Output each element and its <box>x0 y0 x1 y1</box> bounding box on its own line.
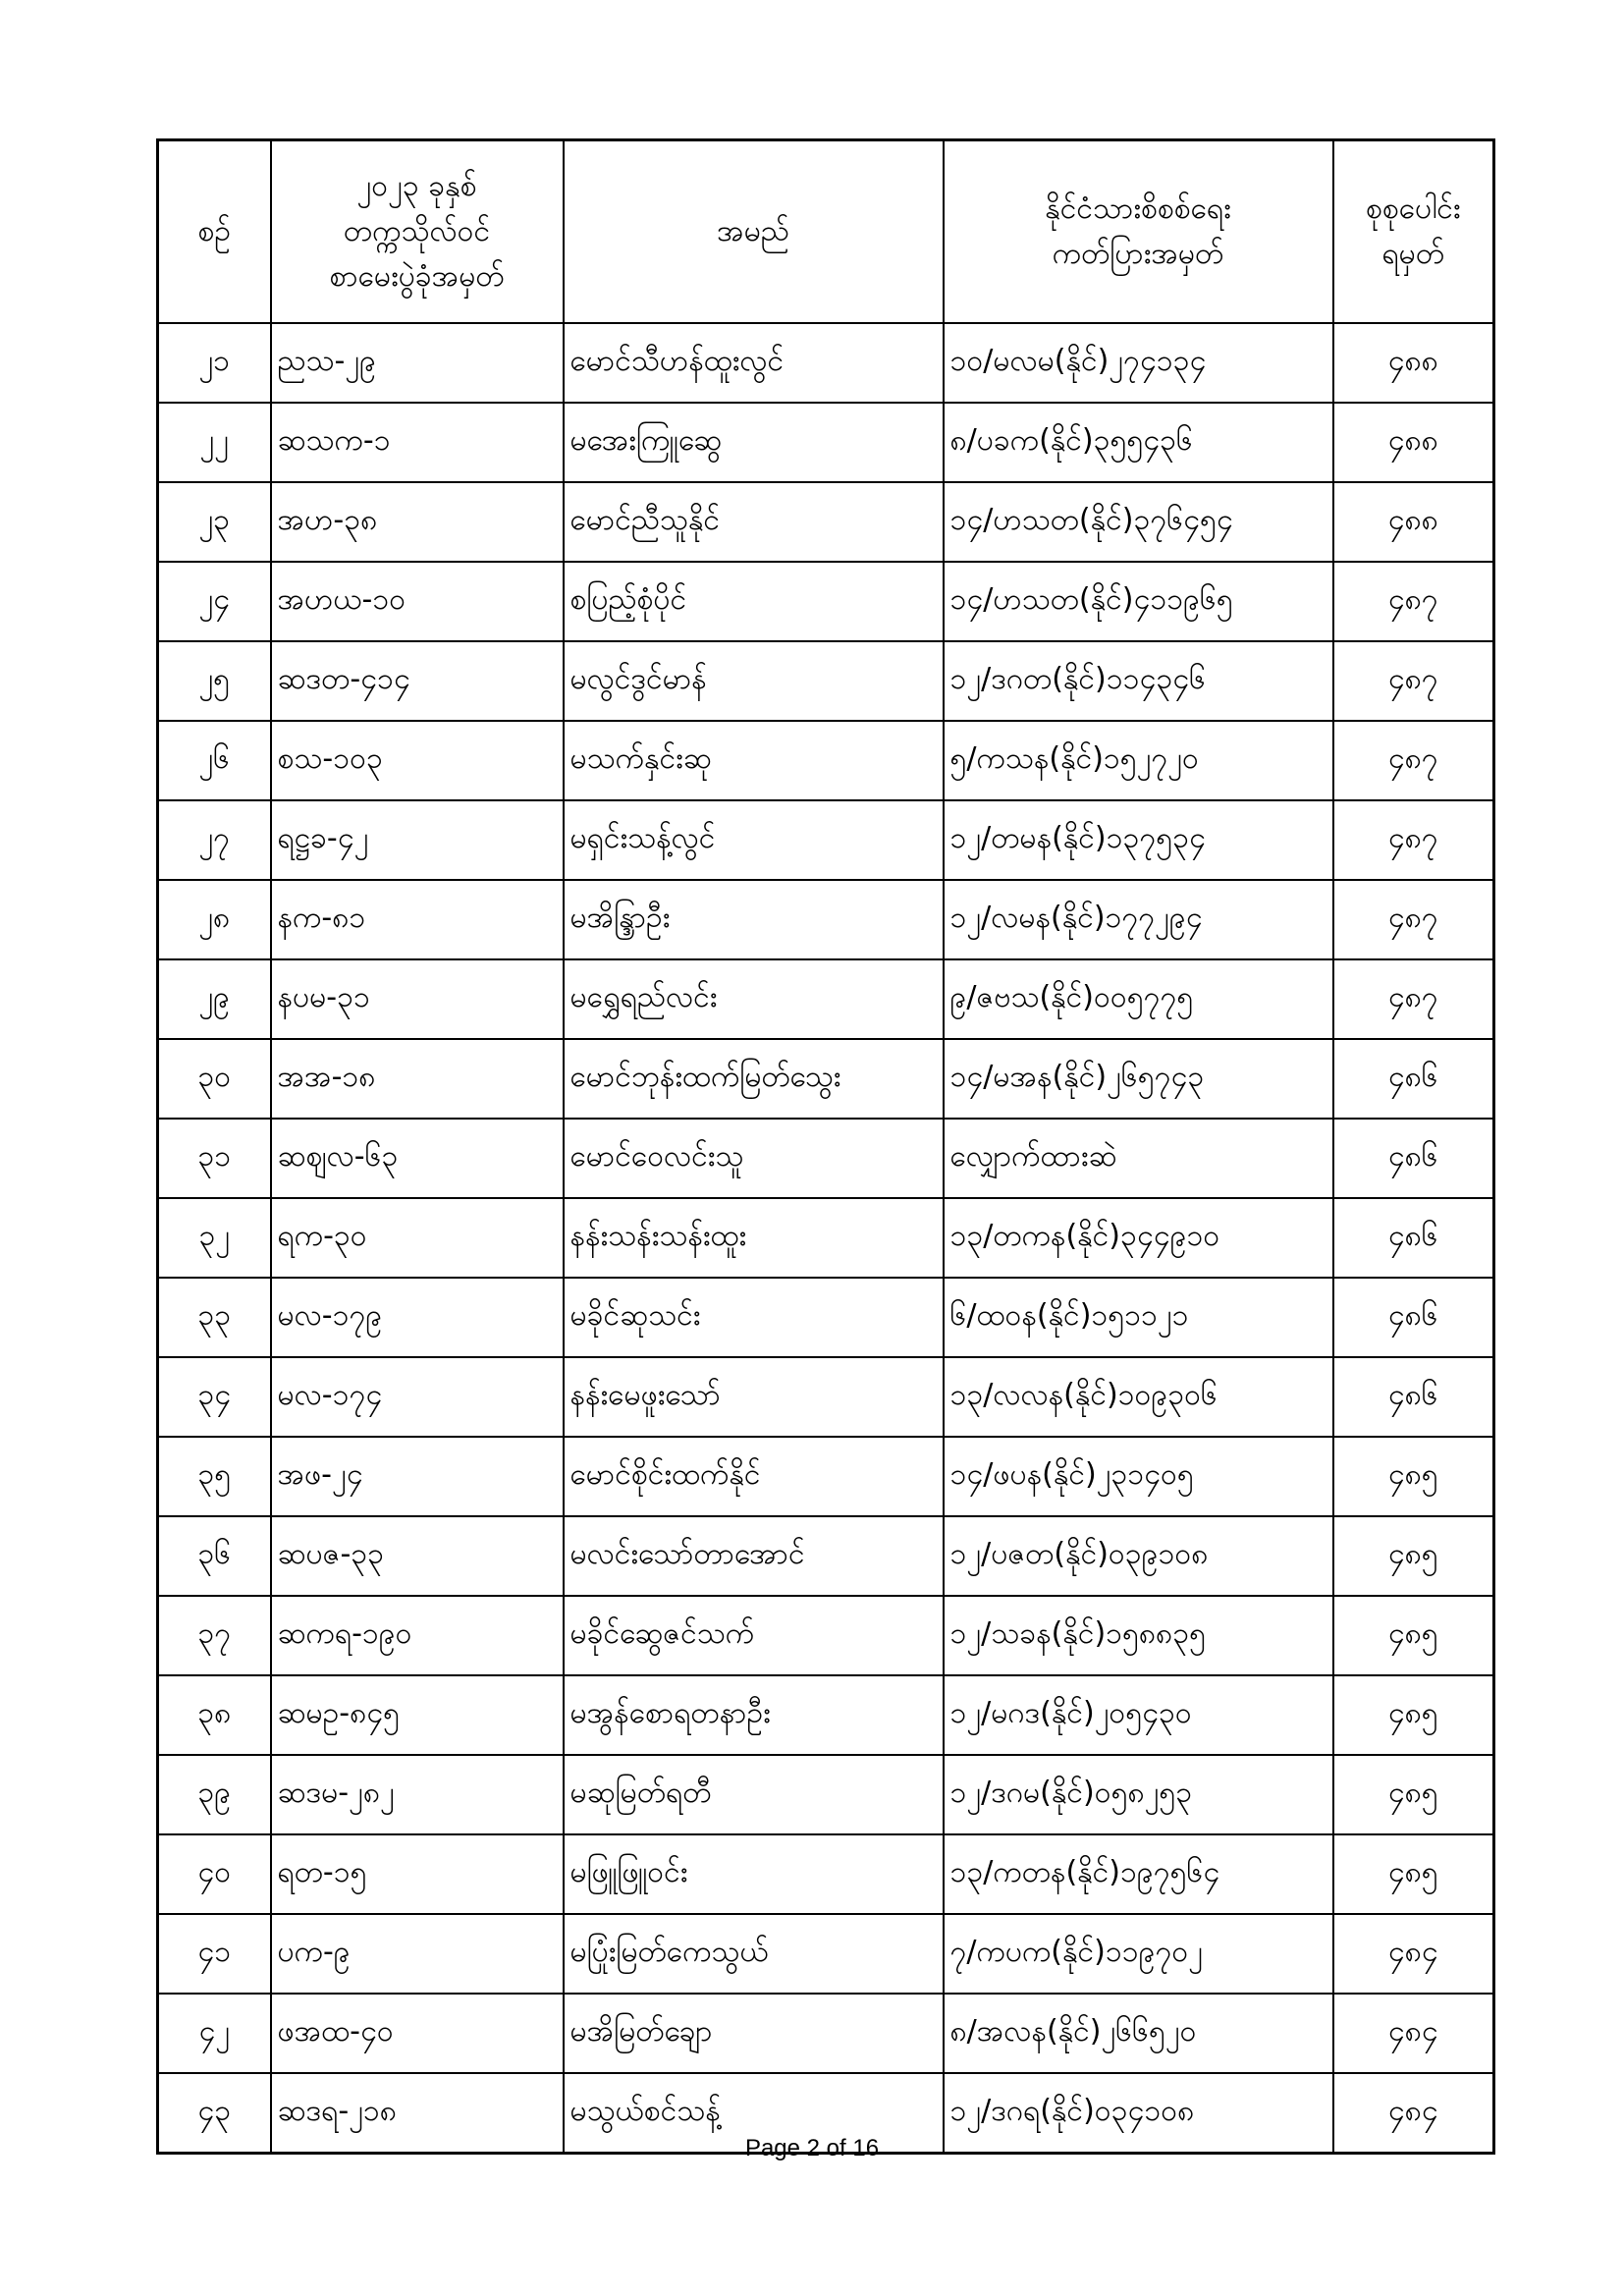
cell-exam-roll: ဖအထ-၄၀ <box>271 1994 564 2073</box>
cell-total: ၄၈၈ <box>1333 403 1494 482</box>
table-row <box>158 323 1494 403</box>
cell-nrc: ၁၂/မဂဒ(နိုင်)၂၀၅၄၃၀ <box>944 1675 1333 1755</box>
cell-serial: ၂၆ <box>158 721 271 800</box>
cell-nrc: ၁၂/သခန(နိုင်)၁၅၈၈၃၅ <box>944 1596 1333 1675</box>
cell-serial: ၂၇ <box>158 800 271 880</box>
cell-exam-roll: နပမ-၃၁ <box>271 959 564 1039</box>
results-table <box>156 138 1495 2155</box>
table-header <box>158 140 1494 324</box>
cell-exam-roll: ဆဒမ-၂၈၂ <box>271 1755 564 1834</box>
cell-name: မဖြူဖြူဝင်း <box>564 1834 944 1914</box>
cell-name: မောင်သီဟန်ထူးလွင် <box>564 323 944 403</box>
cell-total: ၄၈၄ <box>1333 1994 1494 2073</box>
cell-exam-roll: အဟ-၃၈ <box>271 482 564 562</box>
cell-nrc: ၁၂/ပဇတ(နိုင်)၀၃၉၁၀၈ <box>944 1516 1333 1596</box>
cell-serial: ၄၂ <box>158 1994 271 2073</box>
header-name <box>564 140 944 324</box>
cell-name: မသက်နှင်းဆု <box>564 721 944 800</box>
cell-exam-roll: မလ-၁၇၉ <box>271 1278 564 1357</box>
header-line: ရမှတ် <box>1381 237 1445 271</box>
cell-total: ၄၈၄ <box>1333 2073 1494 2154</box>
table-row <box>158 1914 1494 1994</box>
cell-nrc: ၁၃/တကန(နိုင်)၃၄၄၉၁၀ <box>944 1198 1333 1278</box>
cell-serial: ၄၀ <box>158 1834 271 1914</box>
table-row <box>158 959 1494 1039</box>
cell-nrc: ၅/ကသန(နိုင်)၁၅၂၇၂၀ <box>944 721 1333 800</box>
cell-nrc: ၁၂/ဒဂရ(နိုင်)၀၃၄၁၀၈ <box>944 2073 1333 2154</box>
cell-name: မောင်ဝေလင်းသူ <box>564 1119 944 1198</box>
cell-total: ၄၈၈ <box>1333 482 1494 562</box>
cell-total: ၄၈၇ <box>1333 721 1494 800</box>
cell-name: မခိုင်ဆုသင်း <box>564 1278 944 1357</box>
header-row <box>158 140 1494 324</box>
cell-serial: ၄၃ <box>158 2073 271 2154</box>
cell-exam-roll: ဆဒရ-၂၁၈ <box>271 2073 564 2154</box>
cell-name: မောင်စိုင်းထက်နိုင် <box>564 1437 944 1516</box>
cell-nrc: လျှောက်ထားဆဲ <box>944 1119 1333 1198</box>
cell-exam-roll: ဆမဥ-၈၄၅ <box>271 1675 564 1755</box>
cell-nrc: ၈/အလန(နိုင်)၂၆၆၅၂၀ <box>944 1994 1333 2073</box>
cell-serial: ၃၆ <box>158 1516 271 1596</box>
cell-name: မလင်းသော်တာအောင် <box>564 1516 944 1596</box>
header-line: စုစုပေါင်း <box>1365 191 1461 226</box>
cell-total: ၄၈၆ <box>1333 1278 1494 1357</box>
table-row <box>158 1675 1494 1755</box>
cell-exam-roll: အဟယ-၁၀ <box>271 562 564 641</box>
cell-name: နန်းသန်းသန်းထူး <box>564 1198 944 1278</box>
cell-name: မောင်ဘုန်းထက်မြတ်သွေး <box>564 1039 944 1119</box>
cell-serial: ၃၉ <box>158 1755 271 1834</box>
cell-nrc: ၈/ပခက(နိုင်)၃၅၅၄၃၆ <box>944 403 1333 482</box>
table-row <box>158 880 1494 959</box>
cell-nrc: ၇/ကပက(နိုင်)၁၁၉၇၀၂ <box>944 1914 1333 1994</box>
cell-serial: ၃၈ <box>158 1675 271 1755</box>
cell-nrc: ၁၂/ဒဂတ(နိုင်)၁၁၄၃၄၆ <box>944 641 1333 721</box>
cell-exam-roll: စသ-၁၀၃ <box>271 721 564 800</box>
cell-nrc: ၁၂/ဒဂမ(နိုင်)၀၅၈၂၅၃ <box>944 1755 1333 1834</box>
cell-serial: ၂၃ <box>158 482 271 562</box>
header-line: ၂၀၂၃ ခုနှစ် <box>356 169 477 203</box>
cell-exam-roll: ဆပဇ-၃၃ <box>271 1516 564 1596</box>
table-row <box>158 800 1494 880</box>
cell-nrc: ၁၂/တမန(နိုင်)၁၃၇၅၃၄ <box>944 800 1333 880</box>
cell-total: ၄၈၇ <box>1333 880 1494 959</box>
cell-total: ၄၈၆ <box>1333 1119 1494 1198</box>
cell-serial: ၃၂ <box>158 1198 271 1278</box>
header-exam-roll <box>271 140 564 324</box>
cell-serial: ၂၅ <box>158 641 271 721</box>
table-row <box>158 1994 1494 2073</box>
cell-exam-roll: ပက-၉ <box>271 1914 564 1994</box>
table-row <box>158 562 1494 641</box>
cell-exam-roll: ဆကရ-၁၉၀ <box>271 1596 564 1675</box>
cell-serial: ၄၁ <box>158 1914 271 1994</box>
header-serial <box>158 140 271 324</box>
cell-name: မပြုံးမြတ်ကေသွယ် <box>564 1914 944 1994</box>
cell-serial: ၂၈ <box>158 880 271 959</box>
cell-nrc: ၁၃/လလန(နိုင်)၁၀၉၃၀၆ <box>944 1357 1333 1437</box>
header-line: တက္ကသိုလ်ဝင် <box>343 214 491 248</box>
cell-nrc: ၁၂/လမန(နိုင်)၁၇၇၂၉၄ <box>944 880 1333 959</box>
cell-name: မဆုမြတ်ရတီ <box>564 1755 944 1834</box>
cell-serial: ၃၃ <box>158 1278 271 1357</box>
cell-exam-roll: ညသ-၂၉ <box>271 323 564 403</box>
cell-name: မအေးကြူဆွေ <box>564 403 944 482</box>
cell-name: မအိမြတ်ချော <box>564 1994 944 2073</box>
cell-name: စပြည့်စုံပိုင် <box>564 562 944 641</box>
cell-total: ၄၈၈ <box>1333 323 1494 403</box>
cell-name: မအွန်စောရတနာဦး <box>564 1675 944 1755</box>
cell-exam-roll: ရဋ္ဌခ-၄၂ <box>271 800 564 880</box>
cell-exam-roll: နက-၈၁ <box>271 880 564 959</box>
cell-serial: ၃၀ <box>158 1039 271 1119</box>
header-line: စာမေးပွဲခုံအမှတ် <box>329 259 505 294</box>
cell-exam-roll: အဖ-၂၄ <box>271 1437 564 1516</box>
cell-serial: ၂၁ <box>158 323 271 403</box>
cell-total: ၄၈၅ <box>1333 1675 1494 1755</box>
cell-total: ၄၈၇ <box>1333 959 1494 1039</box>
page-number: Page 2 of 16 <box>744 2135 880 2161</box>
cell-exam-roll: ဆဈလ-၆၃ <box>271 1119 564 1198</box>
cell-total: ၄၈၅ <box>1333 1755 1494 1834</box>
cell-serial: ၃၇ <box>158 1596 271 1675</box>
cell-total: ၄၈၅ <box>1333 1516 1494 1596</box>
cell-total: ၄၈၆ <box>1333 1357 1494 1437</box>
cell-name: မောင်ညီသူနိုင် <box>564 482 944 562</box>
cell-exam-roll: ဆသက-၁ <box>271 403 564 482</box>
cell-total: ၄၈၅ <box>1333 1437 1494 1516</box>
cell-nrc: ၁၀/မလမ(နိုင်)၂၇၄၁၃၄ <box>944 323 1333 403</box>
header-nrc <box>944 140 1333 324</box>
table-row <box>158 1119 1494 1198</box>
table-row <box>158 721 1494 800</box>
cell-exam-roll: အအ-၁၈ <box>271 1039 564 1119</box>
table-row <box>158 1437 1494 1516</box>
header-line: အမည် <box>717 214 789 248</box>
cell-name: နန်းမေဖူးသော် <box>564 1357 944 1437</box>
cell-serial: ၃၄ <box>158 1357 271 1437</box>
table-row <box>158 1039 1494 1119</box>
cell-name: မရှင်းသန့်လွင် <box>564 800 944 880</box>
table-row <box>158 1516 1494 1596</box>
cell-serial: ၂၂ <box>158 403 271 482</box>
header-line: ကတ်ပြားအမှတ် <box>1052 237 1224 271</box>
cell-total: ၄၈၅ <box>1333 1596 1494 1675</box>
cell-name: မရွှေရည်လင်း <box>564 959 944 1039</box>
table-row <box>158 641 1494 721</box>
cell-total: ၄၈၇ <box>1333 641 1494 721</box>
cell-exam-roll: ရတ-၁၅ <box>271 1834 564 1914</box>
table-row <box>158 1278 1494 1357</box>
cell-total: ၄၈၄ <box>1333 1914 1494 1994</box>
table-row <box>158 1755 1494 1834</box>
cell-nrc: ၁၄/မအန(နိုင်)၂၆၅၇၄၃ <box>944 1039 1333 1119</box>
cell-exam-roll: ဆဒတ-၄၁၄ <box>271 641 564 721</box>
cell-total: ၄၈၇ <box>1333 800 1494 880</box>
table-row <box>158 1834 1494 1914</box>
cell-name: မခိုင်ဆွေဇင်သက် <box>564 1596 944 1675</box>
cell-exam-roll: ရက-၃၀ <box>271 1198 564 1278</box>
cell-nrc: ၉/ဇဗသ(နိုင်)၀၀၅၇၇၅ <box>944 959 1333 1039</box>
cell-nrc: ၁၄/ဖပန(နိုင်)၂၃၁၄၀၅ <box>944 1437 1333 1516</box>
cell-nrc: ၁၄/ဟသတ(နိုင်)၃၇၆၄၅၄ <box>944 482 1333 562</box>
cell-nrc: ၆/ထဝန(နိုင်)၁၅၁၁၂၁ <box>944 1278 1333 1357</box>
table-row <box>158 1357 1494 1437</box>
cell-nrc: ၁၄/ဟသတ(နိုင်)၄၁၁၉၆၅ <box>944 562 1333 641</box>
table-row <box>158 482 1494 562</box>
cell-total: ၄၈၅ <box>1333 1834 1494 1914</box>
cell-serial: ၂၉ <box>158 959 271 1039</box>
table-row <box>158 1198 1494 1278</box>
cell-exam-roll: မလ-၁၇၄ <box>271 1357 564 1437</box>
header-line: စဉ် <box>197 214 231 248</box>
cell-total: ၄၈၆ <box>1333 1039 1494 1119</box>
cell-total: ၄၈၇ <box>1333 562 1494 641</box>
table-body <box>158 323 1494 2154</box>
table-row <box>158 403 1494 482</box>
cell-name: မသွယ်စင်သန့် <box>564 2073 944 2154</box>
cell-serial: ၃၅ <box>158 1437 271 1516</box>
cell-name: မအိန္ဒြာဦး <box>564 880 944 959</box>
cell-total: ၄၈၆ <box>1333 1198 1494 1278</box>
header-total <box>1333 140 1494 324</box>
cell-name: မလွင်ဒွင်မာန် <box>564 641 944 721</box>
cell-serial: ၃၁ <box>158 1119 271 1198</box>
cell-nrc: ၁၃/ကတန(နိုင်)၁၉၇၅၆၄ <box>944 1834 1333 1914</box>
table-row <box>158 1596 1494 1675</box>
cell-serial: ၂၄ <box>158 562 271 641</box>
header-line: နိုင်ငံသားစိစစ်ရေး <box>1045 191 1231 226</box>
